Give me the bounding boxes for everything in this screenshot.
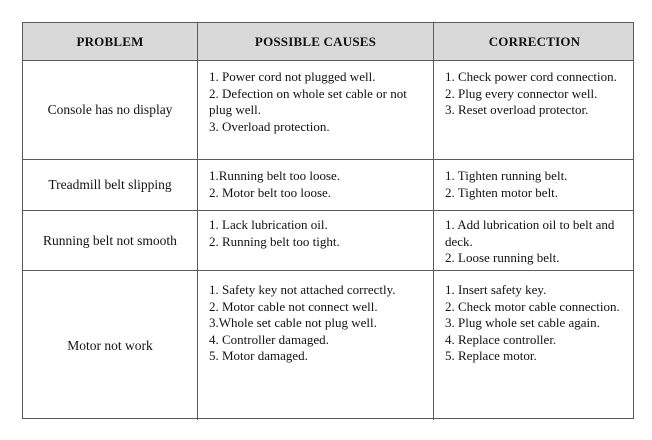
correction-item: 3. Plug whole set cable again.	[445, 315, 600, 330]
correction-cell	[434, 271, 635, 420]
cause-item: 1. Lack lubrication oil.	[209, 217, 328, 232]
header-problem: PROBLEM	[23, 23, 198, 60]
problem-cell: Console has no display	[23, 61, 198, 159]
causes-cell	[198, 61, 434, 159]
correction-item: 5. Replace motor.	[445, 348, 537, 363]
causes-cell	[198, 160, 434, 210]
cause-item: 5. Motor damaged.	[209, 348, 308, 363]
correction-item: 3. Reset overload protector.	[445, 102, 589, 117]
causes-cell	[198, 211, 434, 270]
correction-item: 1. Insert safety key.	[445, 282, 547, 297]
cause-item: 2. Running belt too tight.	[209, 233, 340, 249]
correction-cell	[434, 160, 635, 210]
cause-item: 2. Defection on whole set cable or not plug well.	[209, 85, 407, 117]
problem-cell: Motor not work	[23, 271, 198, 420]
correction-item: 1. Tighten running belt.	[445, 168, 568, 183]
correction-cell	[434, 61, 635, 159]
correction-item: 4. Replace controller.	[445, 331, 557, 347]
cause-item: 3. Overload protection.	[209, 118, 330, 134]
correction-item: 1. Check power cord connection.	[445, 69, 617, 84]
cause-item: 4. Controller damaged.	[209, 331, 329, 347]
correction-item: 2. Tighten motor belt.	[445, 184, 559, 200]
table-row	[23, 61, 633, 160]
cause-item: 1.Running belt too loose.	[209, 168, 341, 183]
header-possible-causes: POSSIBLE CAUSES	[198, 23, 434, 60]
table-row	[23, 160, 633, 211]
table-row	[23, 211, 633, 271]
header-correction: CORRECTION	[488, 33, 581, 49]
correction-item: 1. Add lubrication oil to belt and deck.	[445, 217, 615, 249]
table-row	[23, 271, 633, 420]
cause-item: 2. Motor belt too loose.	[209, 184, 332, 200]
problem-cell: Running belt not smooth	[23, 211, 198, 270]
correction-cell	[434, 211, 635, 270]
cause-item: 2. Motor cable not connect well.	[209, 298, 378, 314]
cause-item: 1. Power cord not plugged well.	[209, 69, 376, 84]
problem-cell: Treadmill belt slipping	[23, 160, 198, 210]
cause-item: 3.Whole set cable not plug well.	[209, 315, 377, 330]
correction-item: 2. Loose running belt.	[445, 250, 560, 265]
correction-item: 2. Plug every connector well.	[445, 85, 598, 101]
correction-item: 2. Check motor cable connection.	[445, 298, 620, 314]
table-header-row	[23, 23, 633, 61]
cause-item: 1. Safety key not attached correctly.	[209, 282, 396, 297]
causes-cell	[198, 271, 434, 420]
troubleshooting-table	[22, 22, 634, 419]
